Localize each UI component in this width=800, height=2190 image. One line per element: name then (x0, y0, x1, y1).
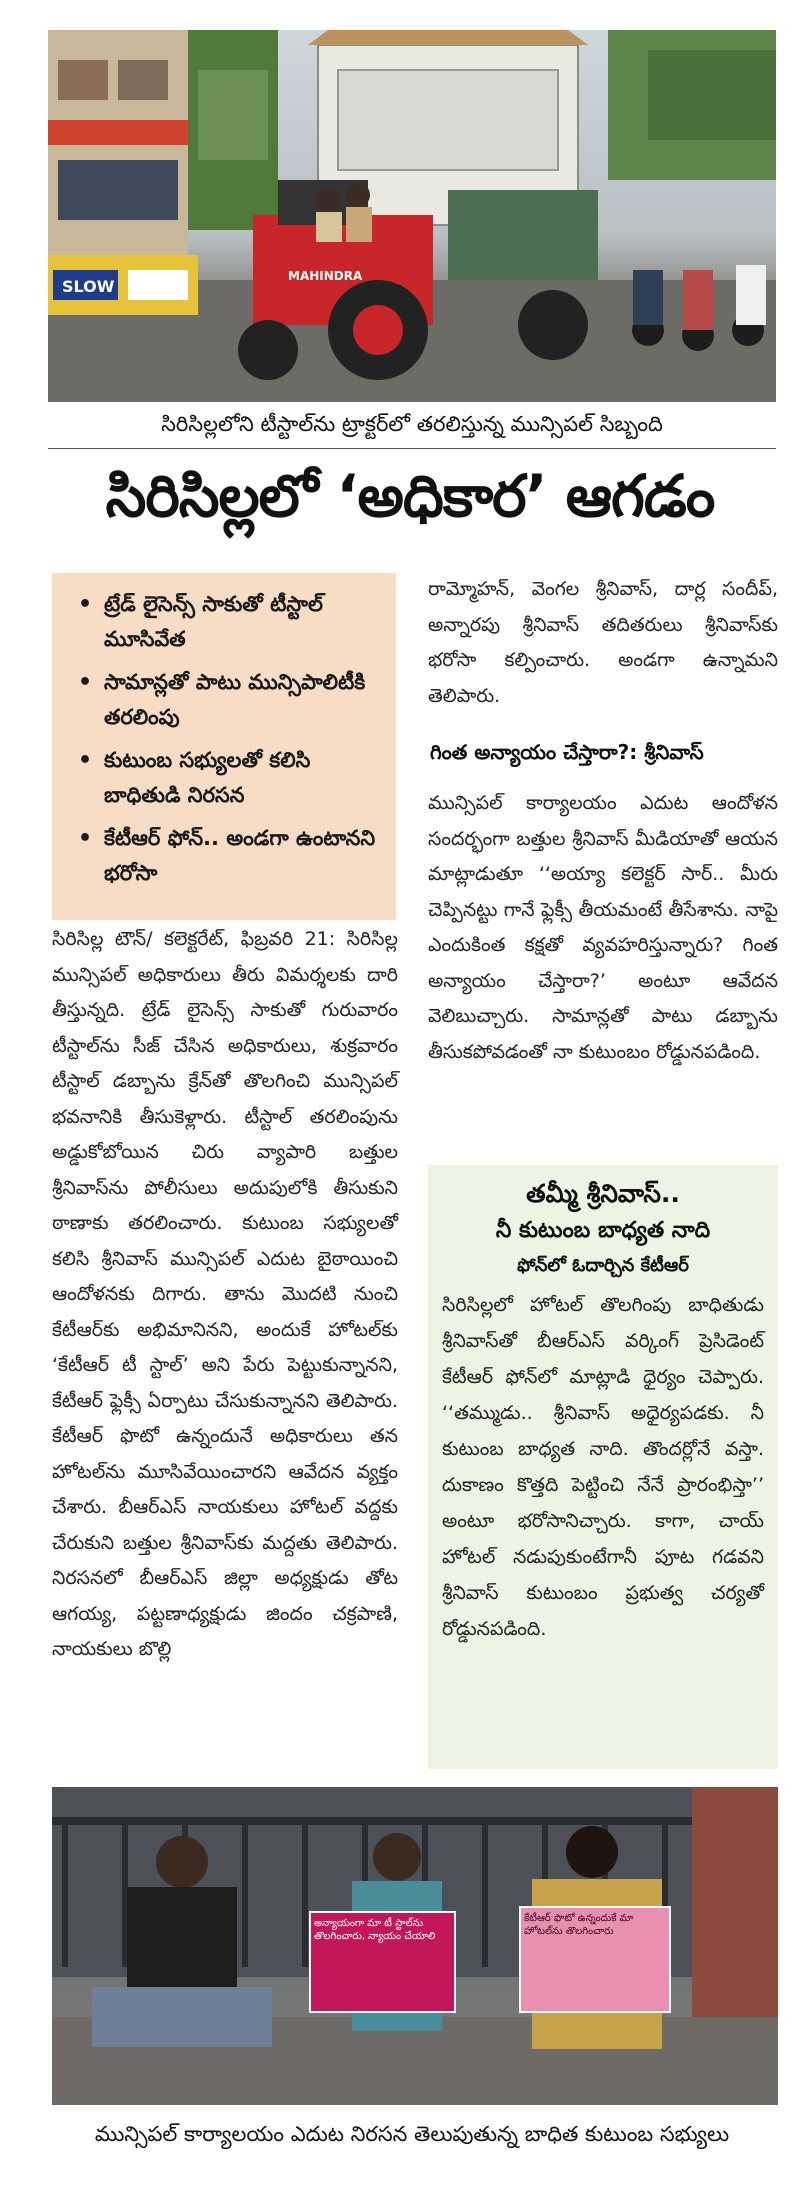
highlight-item (78, 587, 382, 657)
highlight-item (78, 665, 382, 735)
bottom-photo-caption: మున్సిపల్ కార్యాలయం ఎదుట నిరసన తెలుపుతున్న బాధిత కుటుంబ సభ్యులు (94, 2122, 730, 2146)
bullet-icon: • (78, 826, 93, 851)
placard-right-text: కేటీఆర్ ఫొటో ఉన్నందుకే మా హోటల్‌ను తొలగించారు (524, 1913, 634, 1937)
article-body-right-mid: మున్సిపల్ కార్యాలయం ఎదుట ఆందోళన సందర్భంగా బత్తుల శ్రీనివాస్ మీడియాతో ఆయన మాట్లాడుతూ ‘‘అయ్యా కలెక్టర్ సార్.. మీరు చెప్పినట్టు గానే ఫ్లెక్సీ తీయమంటే తీసేశాను. నాపై ఎందుకింత కక్షతో వ్యవహరిస్తున్నారు? గింత అన్యాయం చేస్తారా?’ అంటూ ఆవేదన వెలిబుచ్చారు. సామాన్లతో పాటు డబ్బాను తీసుకపోవడంతో నా కుటుంబం రోడ్డునపడింది. (428, 792, 778, 1063)
bullet-icon: • (78, 670, 93, 695)
highlight-text: సామాన్లతో పాటు మున్సిపాలిటీకి తరలింపు (104, 670, 366, 729)
box-title: తమ్మీ శ్రీనివాస్.. (526, 1179, 680, 1208)
tractor-street-scene (48, 30, 776, 402)
highlight-item (78, 821, 382, 891)
highlight-text: ట్రేడ్ లైసెన్స్ సాకుతో టీస్టాల్ మూసివేత (104, 592, 323, 651)
bottom-photo (52, 1787, 778, 2105)
bullet-icon: • (78, 748, 93, 773)
slow-sign: SLOW (62, 277, 115, 296)
placard-left-text: అన్యాయంగా మా టీ స్టాల్‌ను తొలగించారు, న్యాయం చేయాలి (314, 1918, 436, 1942)
protest-scene (52, 1787, 778, 2105)
highlight-item (78, 743, 382, 813)
article-body-right-top: రామ్మోహన్, వెంగల శ్రీనివాస్, దార్ల సందీప్, అన్నారపు శ్రీనివాస్ తదితరులు శ్రీనివాస్‌కు భరోసా కల్పించారు. అండగా ఉన్నామని తెలిపారు. (428, 578, 778, 707)
top-photo-caption: సిరిసిల్లలోని టీస్టాల్‌ను ట్రాక్టర్‌లో తరలిస్తున్న మున్సిపల్ సిబ్బంది (161, 412, 663, 436)
article-subhead: గింత అన్యాయం చేస్తారా?: శ్రీనివాస్ (430, 740, 704, 764)
tractor-make-label: MAHINDRA (288, 269, 363, 283)
article-body-left: సిరిసిల్ల టౌన్/ కలెక్టరేట్, ఫిబ్రవరి 21: సిరిసిల్ల మున్సిపల్ అధికారులు తీరు విమర్శలకు దారి తీస్తున్నది. ట్రేడ్ లైసెన్స్ సాకుతో గురువారం టీస్టాల్‌ను సీజ్ చేసిన అధికారులు, శుక్రవారం టీస్టాల్ డబ్బాను క్రేన్‌తో తొలగించి మున్సిపల్ భవనానికి తీసుకెళ్లారు. టీస్టాల్ తరలింపును అడ్డుకోబోయిన చిరు వ్యాపారి బత్తుల శ్రీనివాస్‌ను పోలీసులు అదుపులోకి తీసుకుని ఠాణాకు తరలించారు. కుటుంబ సభ్యులతో కలిసి శ్రీనివాస్ మున్సిపల్ ఎదుట బైఠాయించి ఆందోళనకు దిగారు. తాను మొదటి నుంచి కేటీఆర్‌కు అభిమానినని, అందుకే హోటల్‌కు ‘కేటీఆర్ టీ స్టాల్’ అని పేరు పెట్టుకున్నానని, కేటీఆర్ ఫ్లెక్సీ ఏర్పాటు చేసుకున్నానని తెలిపారు. కేటీఆర్ ఫొటో ఉన్నందునే అధికారులు తన హోటల్‌ను మూసివేయించారని ఆవేదన వ్యక్తం చేశారు. బీఆర్‌ఎస్ నాయకులు హోటల్ వద్దకు చేరుకుని బత్తుల శ్రీనివాస్‌కు మద్దతు తెలిపారు. నిరసనలో బీఆర్‌ఎస్ జిల్లా అధ్యక్షుడు తోట ఆగయ్య, పట్టణాధ్యక్షుడు జిందం చక్రపాణి, నాయకులు బొల్లి (52, 928, 398, 1660)
box-subtitle: నీ కుటుంబ బాధ్యత నాది (495, 1218, 711, 1243)
top-photo (48, 30, 776, 402)
highlight-text: కుటుంబ సభ్యులతో కలిసి బాధితుడి నిరసన (104, 748, 311, 807)
highlight-text: కేటీఆర్ ఫోన్.. అండగా ఉంటానని భరోసా (104, 826, 376, 885)
box-kicker: ఫోన్‌లో ఓదార్చిన కేటీఆర్ (517, 1255, 689, 1276)
ktr-phone-box (428, 1165, 778, 1769)
bullet-icon: • (78, 592, 93, 617)
box-body: సిరిసిల్లలో హోటల్ తొలగింపు బాధితుడు శ్రీనివాస్‌తో బీఆర్‌ఎస్ వర్కింగ్ ప్రెసిడెంట్ కేటీఆర్ ఫోన్‌లో మాట్లాడి ధైర్యం చెప్పారు. ‘‘తమ్ముడు.. శ్రీనివాస్ అధైర్యపడకు. నీ కుటుంబ బాధ్యత నాది. తొందర్లోనే వస్తా. దుకాణం కొత్తది పెట్టించి నేనే ప్రారంభిస్తా’’ అంటూ భరోసానిచ్చారు. కాగా, చాయ్ హోటల్ నడుపుకుంటేగానీ పూట గడవని శ్రీనివాస్ కుటుంబం ప్రభుత్వ చర్యతో రోడ్డునపడింది. (442, 1294, 764, 1640)
highlights-box (52, 573, 396, 920)
caption-divider (48, 448, 776, 449)
headline: సిరిసిల్లలో ‘అధికార’ ఆగడం (105, 462, 715, 530)
